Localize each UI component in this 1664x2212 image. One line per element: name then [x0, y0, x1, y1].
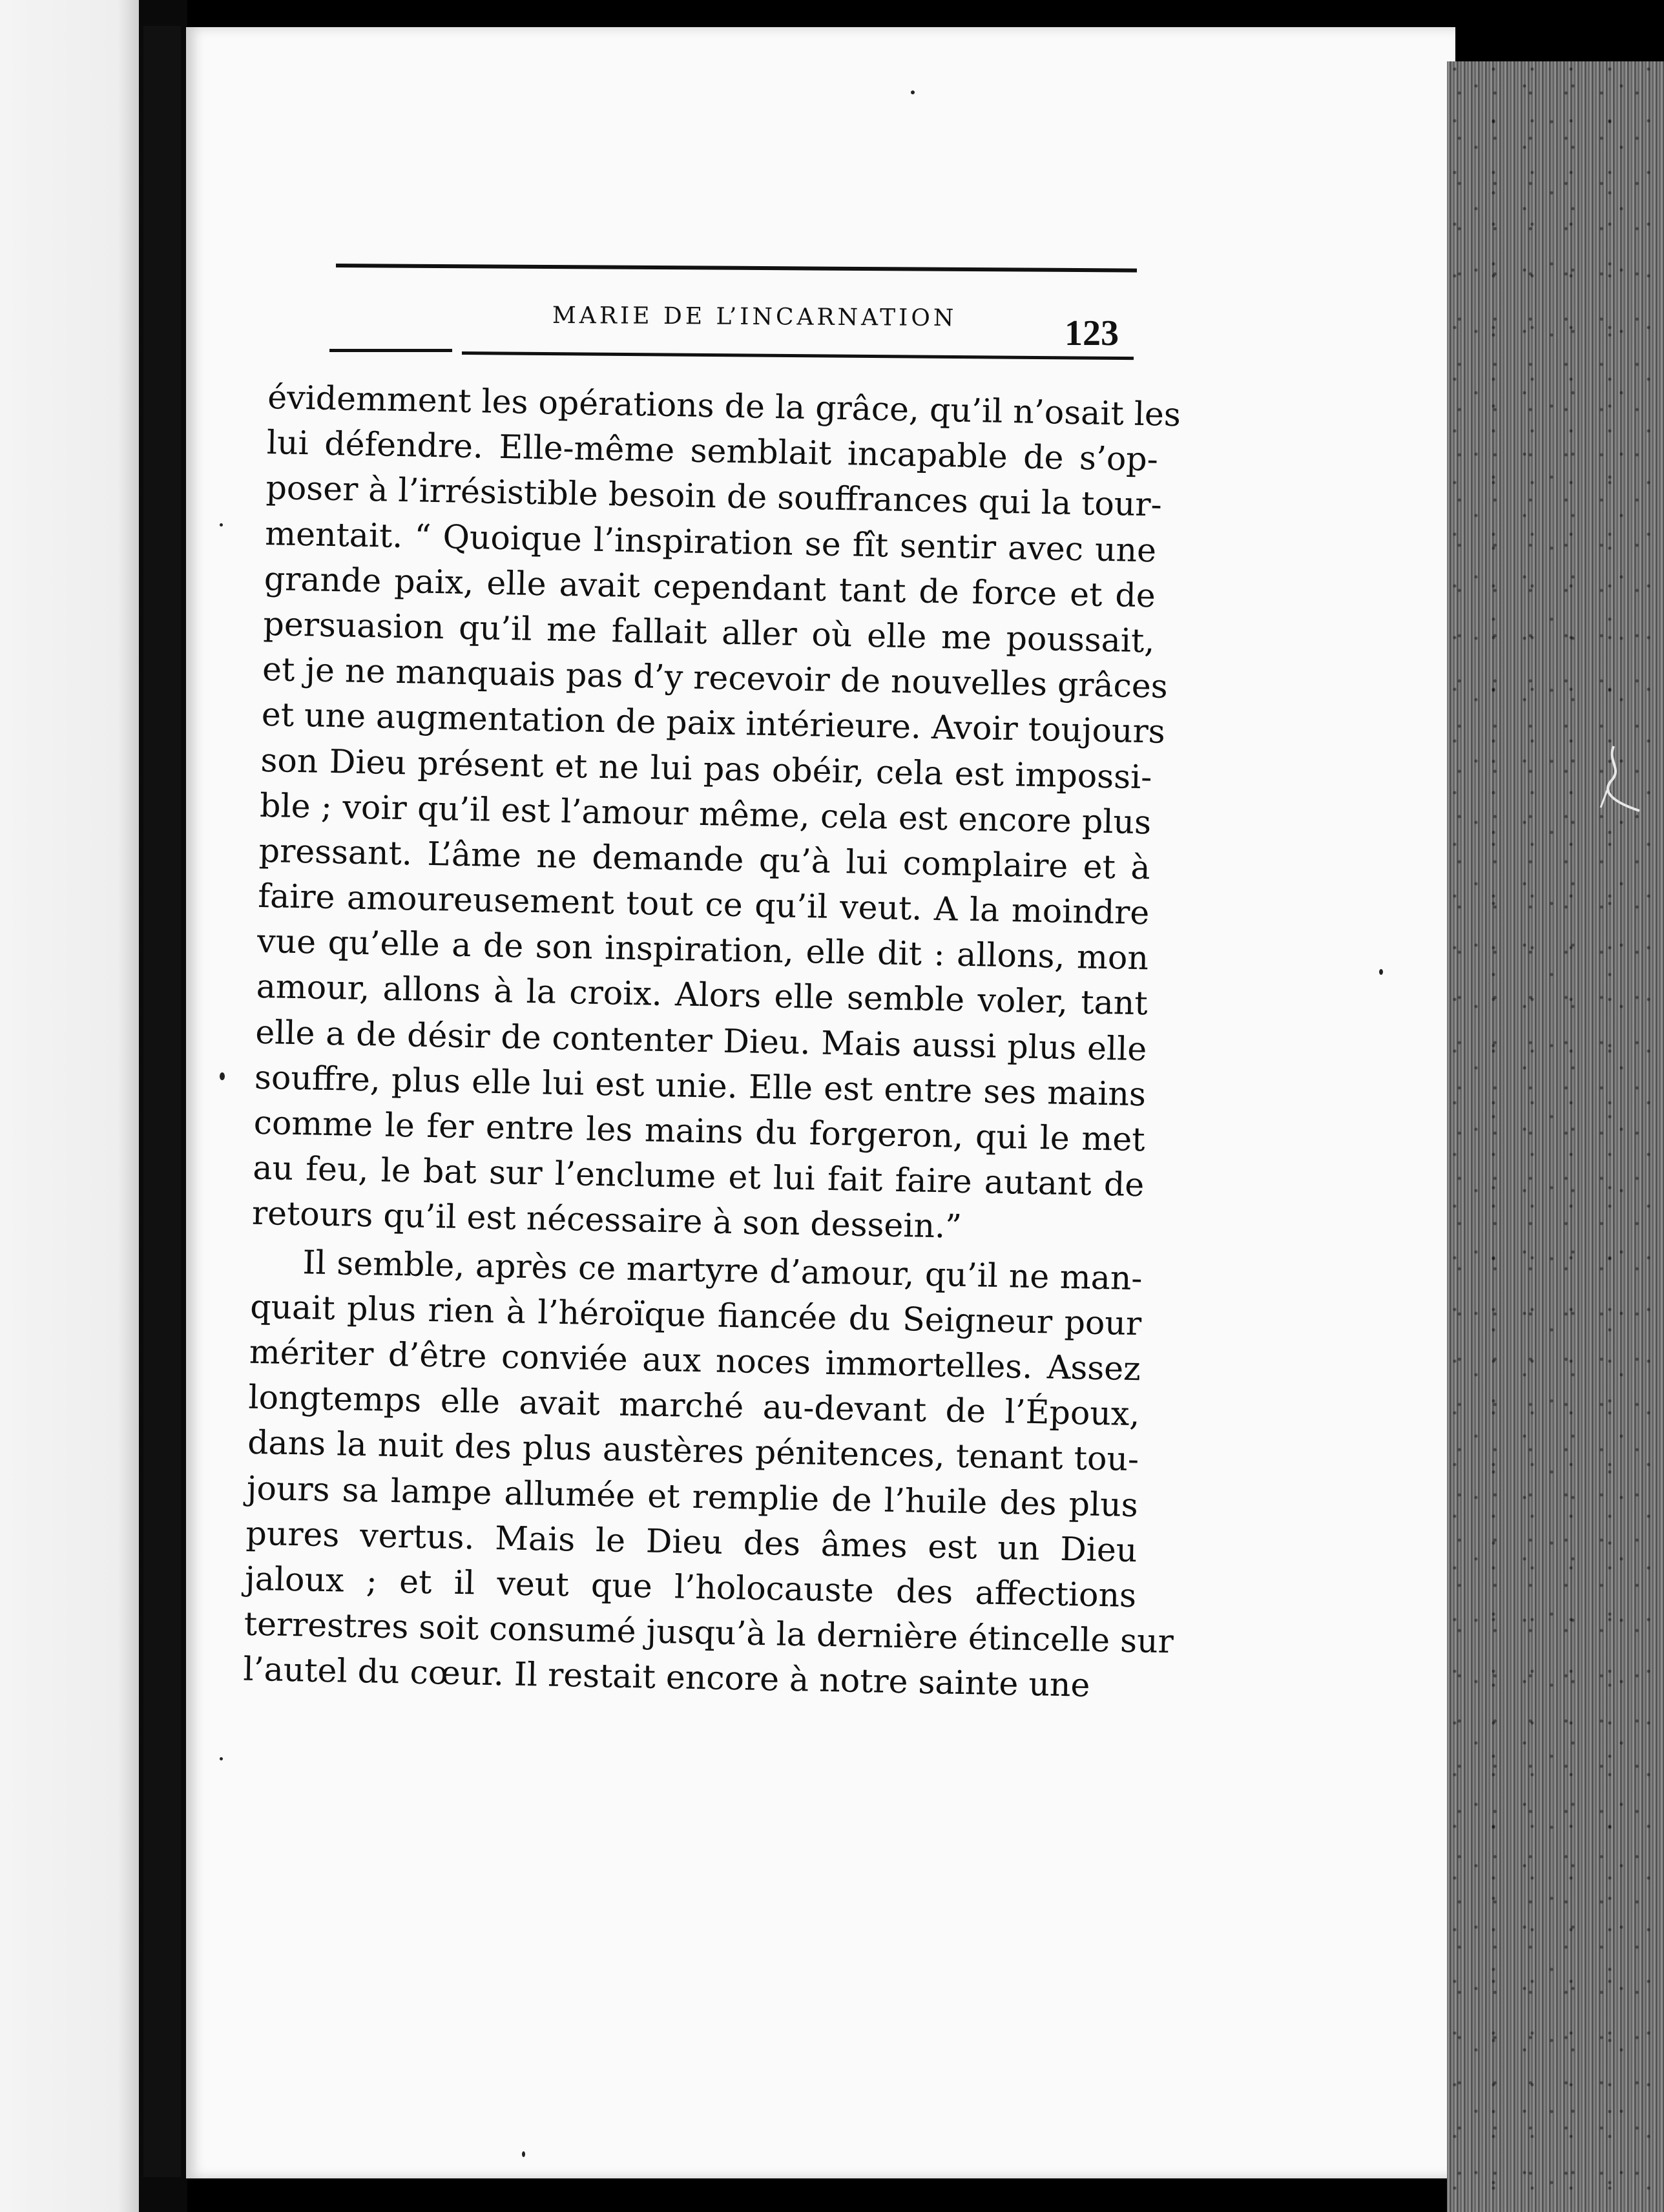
- text-line: terrestres soit consumé jusqu’à la dernière étincelle sur: [244, 1604, 1174, 1661]
- text-line: souffre, plus elle lui est unie. Elle est entre ses mains: [254, 1058, 1147, 1114]
- text-line: retours qu’il est nécessaire à son dessein.”: [251, 1194, 962, 1246]
- text-line: elle a de désir de contenter Dieu. Mais aussi plus elle: [255, 1012, 1147, 1068]
- header-rule-bottom-left: [329, 349, 452, 352]
- text-line: faire amoureusement tout ce qu’il veut. A la moindre: [257, 876, 1150, 932]
- text-line: jaloux ; et il veut que l’holocauste des affections: [244, 1559, 1137, 1615]
- book-spine-shadow: [143, 26, 181, 2177]
- facing-page-edge: [0, 0, 139, 2212]
- text-line: amour, allons à la croix. Alors elle semble voler, tant: [256, 967, 1149, 1023]
- body-text: [242, 375, 1181, 1709]
- text-line: dans la nuit des plus austères pénitences, tenant tou-: [247, 1423, 1139, 1479]
- text-line: l’autel du cœur. Il restait encore à notre sainte une: [242, 1649, 1090, 1705]
- text-line: son Dieu présent et ne lui pas obéir, cela est impossi-: [260, 740, 1152, 796]
- text-line: et je ne manquais pas d’y recevoir de nouvelles grâces: [262, 650, 1169, 705]
- text-line: Il semble, après ce martyre d’amour, qu’il ne man-: [302, 1242, 1143, 1297]
- running-head: MARIE DE L’INCARNATION: [552, 302, 957, 332]
- text-line: mériter d’être conviée aux noces immortelles. Assez: [249, 1332, 1141, 1388]
- text-line: grande paix, elle avait cependant tant de force et de: [264, 559, 1156, 615]
- text-line: persuasion qu’il me fallait aller où elle me poussait,: [263, 604, 1155, 660]
- text-line: pures vertus. Mais le Dieu des âmes est un Dieu: [245, 1514, 1138, 1569]
- text-line: pressant. L’âme ne demande qu’à lui complaire et à: [258, 831, 1151, 887]
- text-line: quait plus rien à l’héroïque fiancée du Seigneur pour: [249, 1287, 1142, 1342]
- text-line: poser à l’irrésistible besoin de souffrances qui la tour-: [265, 468, 1163, 524]
- page-edges-stack: [1447, 61, 1664, 2212]
- text-line: vue qu’elle a de son inspiration, elle dit : allons, mon: [256, 922, 1149, 977]
- text-line: évidemment les opérations de la grâce, qu’il n’osait les: [267, 377, 1181, 434]
- text-line: lui défendre. Elle-même semblait incapable de s’op-: [266, 423, 1159, 479]
- text-line: mentait. “ Quoique l’inspiration se fît sentir avec une: [264, 514, 1157, 570]
- text-line: ble ; voir qu’il est l’amour même, cela est encore plus: [259, 786, 1152, 842]
- text-line: jours sa lampe allumée et remplie de l’huile des plus: [246, 1468, 1139, 1524]
- page-number: 123: [1065, 313, 1119, 353]
- pencil-mark-icon: [1594, 743, 1646, 814]
- text-line: comme le fer entre les mains du forgeron, qui le met: [253, 1103, 1146, 1159]
- text-line: et une augmentation de paix intérieure. Avoir toujours: [261, 695, 1166, 751]
- text-line: longtemps elle avait marché au-devant de l’Époux,: [248, 1377, 1140, 1434]
- text-line: au feu, le bat sur l’enclume et lui fait faire autant de: [252, 1148, 1145, 1204]
